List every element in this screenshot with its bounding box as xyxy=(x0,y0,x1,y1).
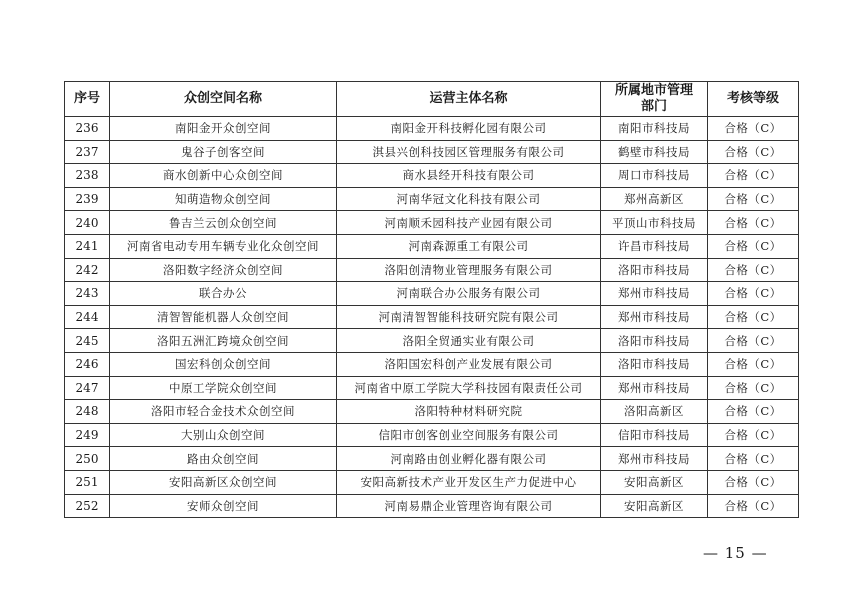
cell-department: 安阳高新区 xyxy=(601,494,708,518)
table-row xyxy=(65,423,799,447)
cell-index: 244 xyxy=(65,305,110,329)
cell-grade: 合格（C） xyxy=(708,117,799,141)
cell-space-name: 洛阳五洲汇跨境众创空间 xyxy=(110,329,337,353)
cell-grade: 合格（C） xyxy=(708,423,799,447)
cell-space-name: 国宏科创众创空间 xyxy=(110,352,337,376)
cell-space-name: 洛阳数字经济众创空间 xyxy=(110,258,337,282)
header-space-name: 众创空间名称 xyxy=(110,82,337,117)
cell-grade: 合格（C） xyxy=(708,187,799,211)
cell-space-name: 安阳高新区众创空间 xyxy=(110,470,337,494)
cell-department: 郑州市科技局 xyxy=(601,282,708,306)
cell-department: 安阳高新区 xyxy=(601,470,708,494)
cell-department: 洛阳高新区 xyxy=(601,400,708,424)
cell-index: 248 xyxy=(65,400,110,424)
table-row xyxy=(65,211,799,235)
cell-space-name: 联合办公 xyxy=(110,282,337,306)
cell-space-name: 河南省电动专用车辆专业化众创空间 xyxy=(110,234,337,258)
cell-grade: 合格（C） xyxy=(708,470,799,494)
header-operator-name: 运营主体名称 xyxy=(337,82,601,117)
cell-operator-name: 淇县兴创科技园区管理服务有限公司 xyxy=(337,140,601,164)
cell-space-name: 路由众创空间 xyxy=(110,447,337,471)
cell-department: 洛阳市科技局 xyxy=(601,329,708,353)
cell-index: 249 xyxy=(65,423,110,447)
cell-index: 241 xyxy=(65,234,110,258)
table-row xyxy=(65,117,799,141)
cell-index: 246 xyxy=(65,352,110,376)
cell-operator-name: 洛阳创清物业管理服务有限公司 xyxy=(337,258,601,282)
cell-space-name: 清智智能机器人众创空间 xyxy=(110,305,337,329)
cell-grade: 合格（C） xyxy=(708,282,799,306)
header-index: 序号 xyxy=(65,82,110,117)
cell-grade: 合格（C） xyxy=(708,329,799,353)
header-department xyxy=(601,82,708,117)
table-row xyxy=(65,164,799,188)
cell-space-name: 洛阳市轻合金技术众创空间 xyxy=(110,400,337,424)
table-row xyxy=(65,258,799,282)
cell-operator-name: 河南顺禾园科技产业园有限公司 xyxy=(337,211,601,235)
table-row xyxy=(65,400,799,424)
cell-grade: 合格（C） xyxy=(708,164,799,188)
cell-grade: 合格（C） xyxy=(708,352,799,376)
cell-operator-name: 河南森源重工有限公司 xyxy=(337,234,601,258)
cell-operator-name: 洛阳特种材料研究院 xyxy=(337,400,601,424)
cell-operator-name: 南阳金开科技孵化园有限公司 xyxy=(337,117,601,141)
cell-department: 郑州市科技局 xyxy=(601,305,708,329)
cell-operator-name: 洛阳全贸通实业有限公司 xyxy=(337,329,601,353)
cell-department: 南阳市科技局 xyxy=(601,117,708,141)
cell-space-name: 鲁吉兰云创众创空间 xyxy=(110,211,337,235)
header-grade: 考核等级 xyxy=(708,82,799,117)
evaluation-table xyxy=(64,81,799,518)
cell-space-name: 大别山众创空间 xyxy=(110,423,337,447)
table-row xyxy=(65,282,799,306)
table-row xyxy=(65,470,799,494)
table-row xyxy=(65,376,799,400)
cell-operator-name: 河南联合办公服务有限公司 xyxy=(337,282,601,306)
cell-department: 郑州市科技局 xyxy=(601,447,708,471)
cell-index: 243 xyxy=(65,282,110,306)
table-row xyxy=(65,234,799,258)
table-row xyxy=(65,352,799,376)
cell-department: 许昌市科技局 xyxy=(601,234,708,258)
document-table-container xyxy=(64,81,798,518)
cell-grade: 合格（C） xyxy=(708,400,799,424)
cell-space-name: 知萌造物众创空间 xyxy=(110,187,337,211)
cell-department: 郑州市科技局 xyxy=(601,376,708,400)
cell-index: 250 xyxy=(65,447,110,471)
cell-space-name: 商水创新中心众创空间 xyxy=(110,164,337,188)
cell-grade: 合格（C） xyxy=(708,258,799,282)
page-number: — 15 — xyxy=(703,544,768,562)
cell-index: 251 xyxy=(65,470,110,494)
cell-department: 洛阳市科技局 xyxy=(601,352,708,376)
cell-operator-name: 洛阳国宏科创产业发展有限公司 xyxy=(337,352,601,376)
table-row xyxy=(65,140,799,164)
cell-operator-name: 河南路由创业孵化器有限公司 xyxy=(337,447,601,471)
cell-department: 郑州高新区 xyxy=(601,187,708,211)
cell-index: 247 xyxy=(65,376,110,400)
cell-department: 周口市科技局 xyxy=(601,164,708,188)
cell-operator-name: 信阳市创客创业空间服务有限公司 xyxy=(337,423,601,447)
table-row xyxy=(65,494,799,518)
cell-grade: 合格（C） xyxy=(708,447,799,471)
cell-operator-name: 商水县经开科技有限公司 xyxy=(337,164,601,188)
table-row xyxy=(65,187,799,211)
cell-index: 242 xyxy=(65,258,110,282)
cell-space-name: 南阳金开众创空间 xyxy=(110,117,337,141)
cell-index: 236 xyxy=(65,117,110,141)
cell-grade: 合格（C） xyxy=(708,211,799,235)
cell-operator-name: 河南华冠文化科技有限公司 xyxy=(337,187,601,211)
cell-department: 洛阳市科技局 xyxy=(601,258,708,282)
cell-grade: 合格（C） xyxy=(708,234,799,258)
table-row xyxy=(65,447,799,471)
cell-operator-name: 河南易鼎企业管理咨询有限公司 xyxy=(337,494,601,518)
cell-department: 平顶山市科技局 xyxy=(601,211,708,235)
cell-space-name: 中原工学院众创空间 xyxy=(110,376,337,400)
cell-grade: 合格（C） xyxy=(708,376,799,400)
cell-index: 252 xyxy=(65,494,110,518)
cell-index: 237 xyxy=(65,140,110,164)
table-body xyxy=(65,117,799,518)
cell-department: 鹤壁市科技局 xyxy=(601,140,708,164)
cell-operator-name: 河南省中原工学院大学科技园有限责任公司 xyxy=(337,376,601,400)
cell-department: 信阳市科技局 xyxy=(601,423,708,447)
cell-space-name: 安师众创空间 xyxy=(110,494,337,518)
table-row xyxy=(65,305,799,329)
cell-operator-name: 河南清智智能科技研究院有限公司 xyxy=(337,305,601,329)
cell-index: 240 xyxy=(65,211,110,235)
table-header-row xyxy=(65,82,799,117)
table-row xyxy=(65,329,799,353)
cell-grade: 合格（C） xyxy=(708,494,799,518)
cell-space-name: 鬼谷子创客空间 xyxy=(110,140,337,164)
cell-grade: 合格（C） xyxy=(708,305,799,329)
cell-index: 239 xyxy=(65,187,110,211)
cell-index: 245 xyxy=(65,329,110,353)
cell-operator-name: 安阳高新技术产业开发区生产力促进中心 xyxy=(337,470,601,494)
header-department-text: 所属地市管理部门 xyxy=(614,83,693,114)
cell-index: 238 xyxy=(65,164,110,188)
cell-grade: 合格（C） xyxy=(708,140,799,164)
